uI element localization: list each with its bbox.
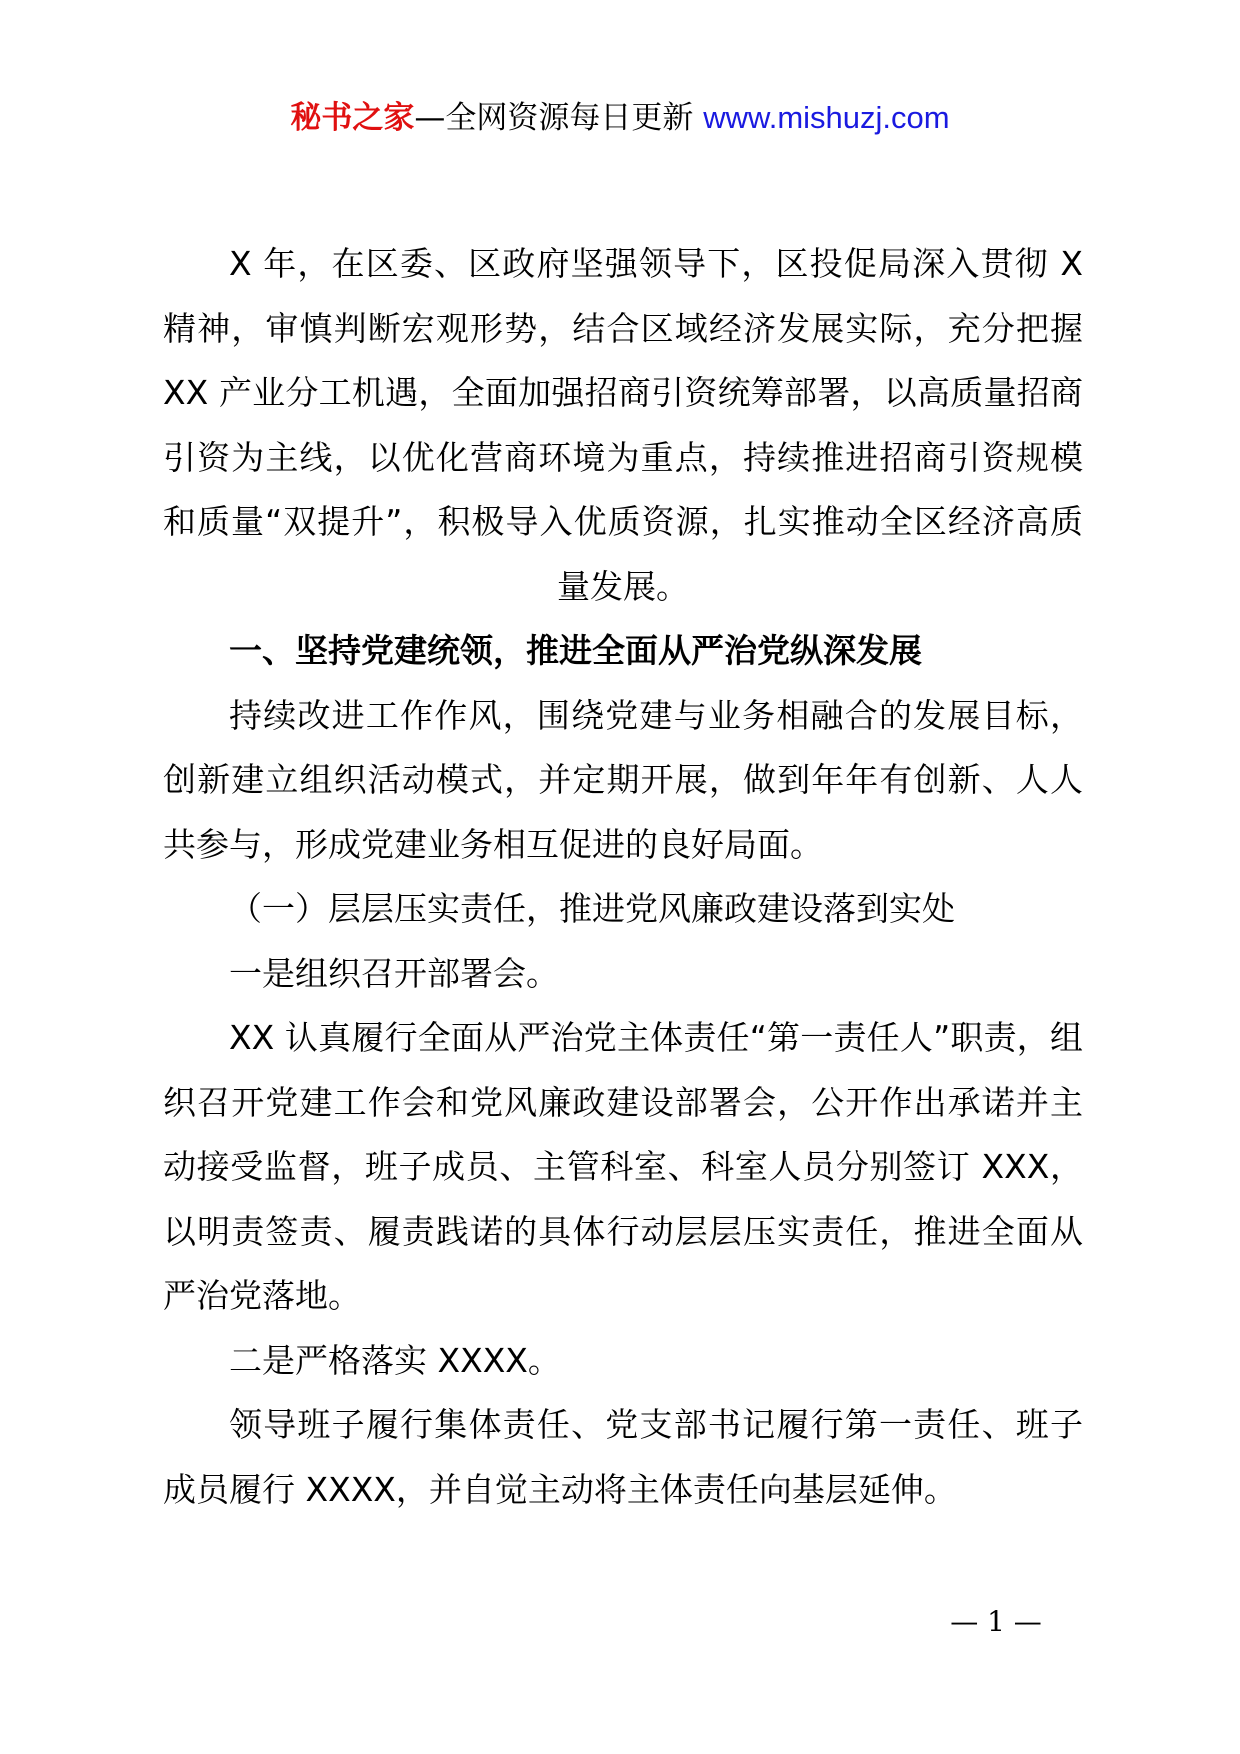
document-body <box>163 232 1083 1522</box>
subsection-heading-1: （一）层层压实责任，推进党风廉政建设落到实处 <box>229 889 955 928</box>
site-url-link[interactable]: www.mishuzj.com <box>703 100 950 135</box>
body-paragraph: XX 认真履行全面从严治党主体责任“第一责任人”职责，组织召开党建工作会和党风廉政建设部署会，公开作出承诺并主动接受监督，班子成员、主管科室、科室人员分别签订 XXX，以明责签责、履责践诺的具体行动层层压实责任，推进全面从严治党落地。 <box>163 1018 1083 1315</box>
brand-name: 秘书之家 <box>290 100 415 136</box>
section-heading-1: 一、坚持党建统领，推进全面从严治党纵深发展 <box>229 631 922 670</box>
page-number: — 1 — <box>950 1605 1042 1638</box>
body-paragraph: 领导班子履行集体责任、党支部书记履行第一责任、班子成员履行 XXXX，并自觉主动将主体责任向基层延伸。 <box>163 1405 1083 1509</box>
intro-paragraph: X 年，在区委、区政府坚强领导下，区投促局深入贯彻 X 精神，审慎判断宏观形势，结合区域经济发展实际，充分把握 XX 产业分工机遇，全面加强招商引资统筹部署，以高质量招商引资为主线，以优化营商环境为重点，持续推进招商引资规模和质量“双提升”，积极导入优质资源，扎实推动全区经济高质量发展。 <box>163 244 1083 606</box>
header-tagline: —全网资源每日更新 <box>414 100 694 136</box>
item-heading-1: 一是组织召开部署会。 <box>229 953 559 993</box>
site-header <box>0 98 1240 138</box>
body-paragraph: 持续改进工作作风，围绕党建与业务相融合的发展目标，创新建立组织活动模式，并定期开展，做到年年有创新、人人共参与，形成党建业务相互促进的良好局面。 <box>163 695 1083 864</box>
item-heading-2: 二是严格落实 XXXX。 <box>229 1340 561 1380</box>
